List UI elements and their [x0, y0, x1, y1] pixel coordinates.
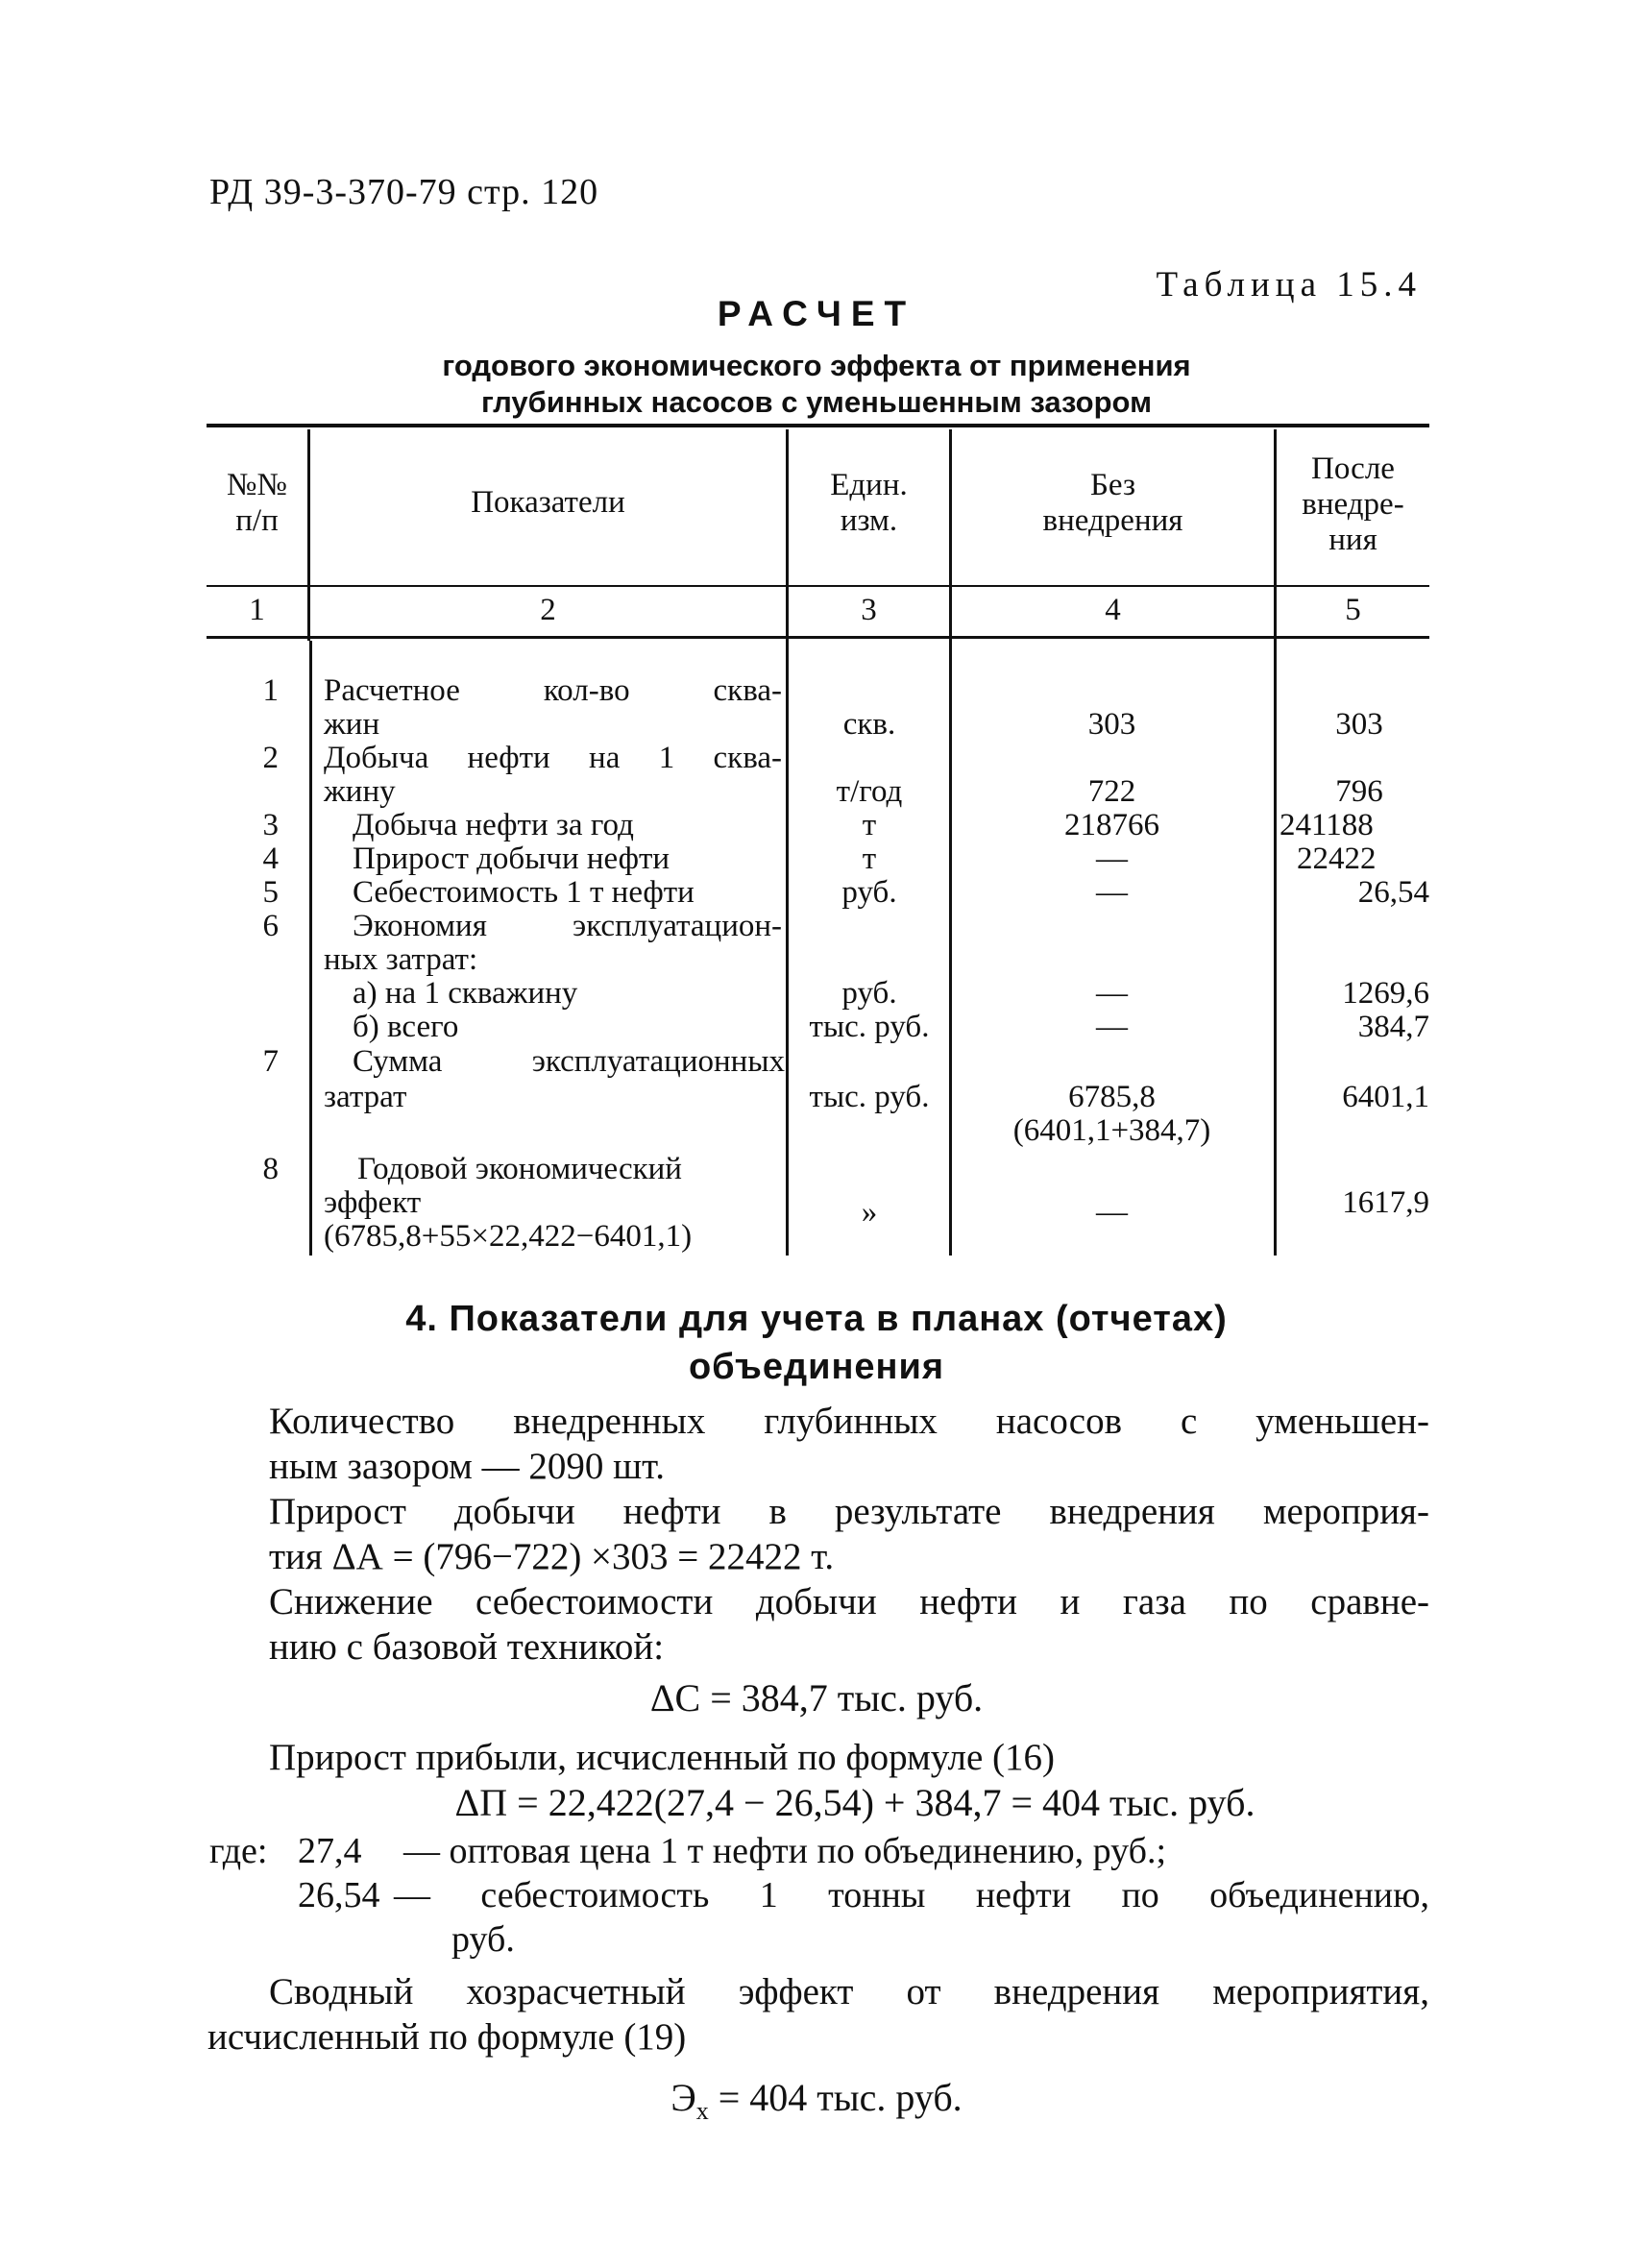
row-before: 303 [1087, 707, 1136, 742]
row-unit: т/год [836, 774, 903, 809]
row-after: 26,54 [1357, 875, 1429, 910]
row-unit: т [862, 841, 877, 876]
row-after: 22422 [1297, 841, 1377, 876]
header-col-5-line-1: После [1311, 451, 1395, 486]
row-number: 6 [262, 909, 279, 943]
row-number: 1 [262, 673, 279, 708]
row-label-line-1: Добыча нефти на 1 сква- [324, 741, 782, 775]
formula-ex-subscript: х [695, 2097, 709, 2125]
row-unit: » [861, 1195, 878, 1230]
paragraph-line: Снижение себестоимости добычи нефти и газа по сравне- [269, 1581, 1429, 1622]
row-label-line-1: Добыча нефти за год [353, 808, 634, 842]
paragraph-line: Количество внедренных глубинных насосов с уменьшен- [269, 1401, 1429, 1442]
paragraph-line: Прирост добычи нефти в результате внедрения мероприя- [269, 1491, 1429, 1532]
where-label: где: [209, 1831, 268, 1871]
col-number-5: 5 [1345, 593, 1361, 627]
running-head: РД 39-3-370-79 стр. 120 [209, 172, 599, 212]
header-col-5-line-2: внедре- [1302, 487, 1404, 522]
col-number-4: 4 [1105, 593, 1121, 627]
where-text-2-line-1: — себестоимость 1 тонны нефти по объединению, [394, 1875, 1429, 1915]
paragraph-line: тия ΔА = (796−722) ×303 = 22422 т. [269, 1536, 835, 1577]
header-col-1-line-2: п/п [235, 503, 279, 538]
table-top-rule [207, 424, 1429, 427]
header-col-3-line-1: Един. [830, 468, 908, 502]
row-sub-b-label: б) всего [353, 1010, 459, 1044]
col-divider-1-body [309, 641, 312, 1256]
row-sub-b-unit: тыс. руб. [809, 1010, 930, 1044]
row-sub-a-label: а) на 1 скважину [353, 976, 578, 1011]
subtitle-line-1: годового экономического эффекта от применения [442, 349, 1191, 382]
paragraph-summary-effect [207, 1969, 1429, 2060]
paragraph-line: Сводный хозрасчетный эффект от внедрения мероприятия, [269, 1971, 1429, 2012]
section-heading-line-2: объединения [688, 1347, 945, 1387]
header-col-1 [207, 468, 307, 539]
paragraph-profit-growth [269, 1735, 1429, 1780]
row-number: 7 [262, 1044, 279, 1079]
row-label-line-1: Годовой экономический [357, 1152, 682, 1186]
row-number: 5 [262, 875, 279, 910]
row-unit: руб. [841, 875, 897, 910]
section-heading-line-1: 4. Показатели для учета в планах (отчетах) [405, 1299, 1228, 1339]
row-number: 8 [262, 1152, 279, 1186]
col-number-3: 3 [861, 593, 877, 627]
row-label-line-1: Себестоимость 1 т нефти [353, 875, 695, 910]
row-before: 218766 [1064, 808, 1159, 842]
paragraph-line: Прирост прибыли, исчисленный по формуле (16) [269, 1737, 1056, 1778]
where-value-2: 26,54 [298, 1875, 380, 1915]
row-before: — [1096, 875, 1128, 910]
where-text-2-line-2: руб. [451, 1919, 515, 1960]
where-value-1: 27,4 [298, 1831, 362, 1871]
header-rule [207, 585, 1429, 587]
formula-delta-c: ΔС = 384,7 тыс. руб. [649, 1676, 984, 1719]
row-number: 3 [262, 808, 279, 842]
header-col-4-line-1: Без [1089, 468, 1136, 502]
paragraph-quantity [269, 1399, 1429, 1489]
row-after: 303 [1335, 707, 1383, 742]
row-label-line-3: (6785,8+55×22,422−6401,1) [324, 1219, 693, 1254]
paragraph-line: исчисленный по формуле (19) [207, 2016, 687, 2058]
row-after: 6401,1 [1342, 1080, 1429, 1114]
header-col-1-line-1: №№ [227, 468, 287, 502]
row-before-note: (6401,1+384,7) [1012, 1113, 1211, 1148]
row-label-line-2: затрат [324, 1080, 407, 1114]
header-col-5 [1277, 451, 1429, 558]
formula-delta-p: ΔП = 22,422(27,4 − 26,54) + 384,7 = 404 тыс. руб. [454, 1781, 1255, 1824]
subtitle-line-2: глубинных насосов с уменьшенным зазором [481, 385, 1152, 419]
row-unit: тыс. руб. [809, 1080, 930, 1114]
numbers-rule [207, 636, 1429, 639]
formula-ex-rest: = 404 тыс. руб. [708, 2076, 963, 2119]
row-after: 241188 [1280, 808, 1374, 842]
row-sub-b-before: — [1096, 1010, 1128, 1044]
row-before: 6785,8 [1068, 1080, 1156, 1114]
header-col-2 [310, 485, 786, 521]
row-label-line-2: ных затрат: [324, 942, 478, 977]
row-label-line-1: Расчетное кол-во сква- [324, 673, 782, 708]
header-col-4 [952, 468, 1274, 539]
row-label-line-1: Прирост добычи нефти [353, 841, 670, 876]
paragraph-line: нию с базовой техникой: [269, 1626, 665, 1668]
formula-ex [0, 2075, 1633, 2126]
row-sub-b-after: 384,7 [1357, 1010, 1429, 1044]
row-before: 722 [1087, 774, 1136, 809]
table-label: Таблица 15.4 [1156, 265, 1422, 305]
row-after: 796 [1335, 774, 1383, 809]
row-before: — [1096, 841, 1128, 876]
row-label-line-1: Сумма эксплуатационных [353, 1044, 785, 1079]
row-number: 4 [262, 841, 279, 876]
row-unit: т [862, 808, 877, 842]
row-label-line-1: Экономия эксплуатацион- [353, 909, 782, 943]
formula-ex-base: Э [670, 2076, 696, 2119]
header-col-4-line-2: внедрения [1042, 503, 1183, 538]
row-label-line-2: жину [324, 774, 396, 809]
row-label-line-2: эффект [324, 1185, 422, 1220]
table-subtitle [0, 348, 1633, 421]
header-col-3 [789, 468, 949, 539]
paragraph-output-growth [269, 1489, 1429, 1579]
row-before: — [1096, 1195, 1128, 1230]
row-unit: скв. [842, 707, 896, 742]
header-col-3-line-2: изм. [840, 503, 898, 538]
row-sub-a-unit: руб. [841, 976, 897, 1011]
paragraph-line: ным зазором — 2090 шт. [269, 1446, 665, 1487]
row-after: 1617,9 [1342, 1185, 1429, 1220]
header-col-2-line-1: Показатели [471, 485, 625, 520]
paragraph-cost-reduction [269, 1579, 1429, 1670]
row-number: 2 [262, 741, 279, 775]
row-label-line-2: жин [324, 707, 380, 742]
section-heading [0, 1295, 1633, 1391]
row-sub-a-before: — [1096, 976, 1128, 1011]
table-title: РАСЧЕТ [717, 294, 916, 333]
col-number-2: 2 [540, 593, 556, 627]
header-col-5-line-3: ния [1328, 523, 1377, 557]
col-number-1: 1 [249, 593, 265, 627]
row-sub-a-after: 1269,6 [1342, 976, 1429, 1011]
where-text-1: — оптовая цена 1 т нефти по объединению, руб.; [403, 1831, 1167, 1871]
